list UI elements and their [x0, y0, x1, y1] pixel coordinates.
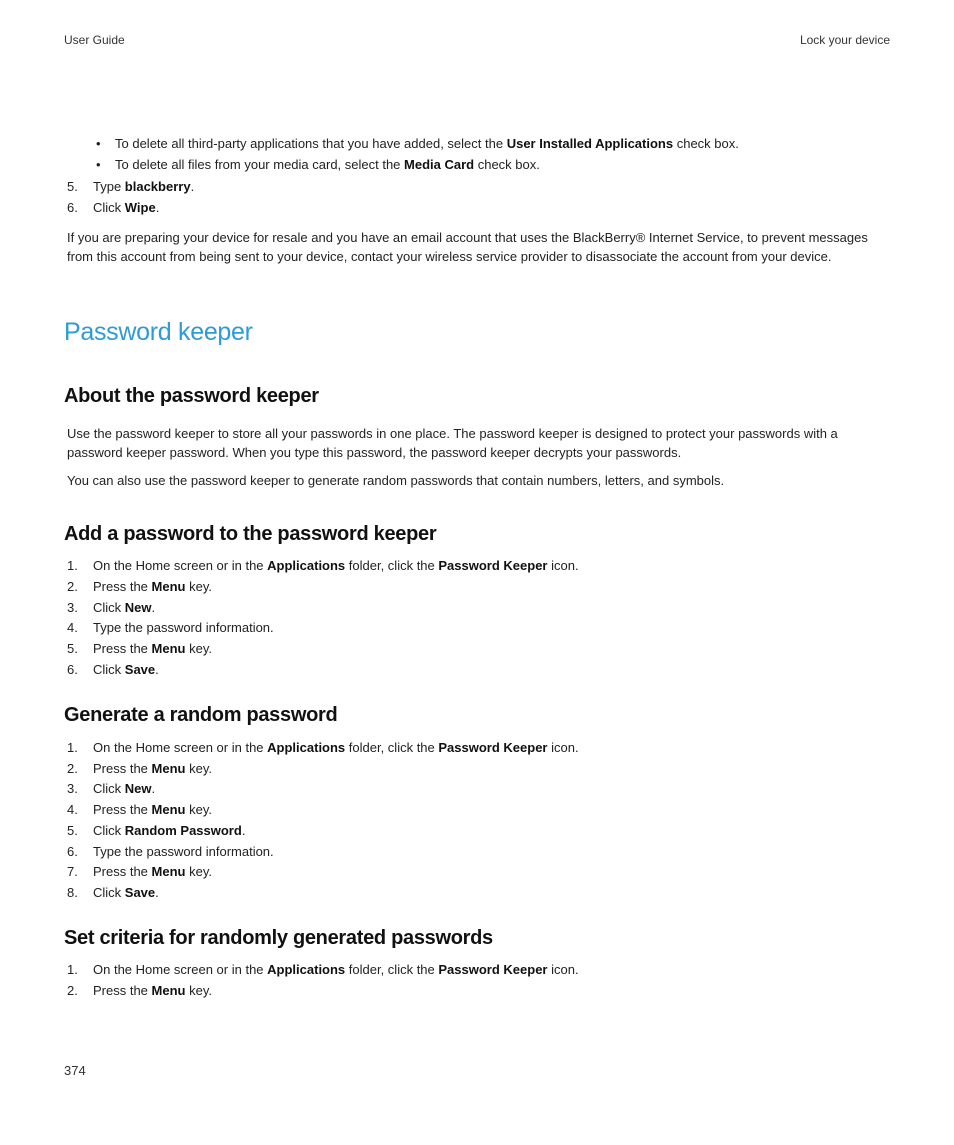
bullet-item — [96, 154, 540, 175]
step-bold: New — [124, 599, 152, 615]
step-text-end: key. — [185, 802, 212, 818]
step-number: 3. — [67, 599, 78, 615]
step-text-end: key. — [185, 760, 212, 776]
add-heading: Add a password to the password keeper — [64, 523, 437, 545]
section-title: Password keeper — [64, 318, 253, 346]
note-paragraph: If you are preparing your device for resale and you have an email account that uses the BlackBerry® Internet Service, to prevent messages from this account from being sent to your device, contact your wireless service provider to disassociate the account from your device. — [67, 230, 868, 264]
step-text: Click — [93, 662, 125, 677]
step-number: 5. — [67, 179, 78, 194]
step-text-mid: folder, click the — [345, 558, 439, 573]
step-text-mid: folder, click the — [345, 740, 439, 755]
bullet-text-end: check box. — [673, 136, 739, 151]
step-number: 7. — [67, 864, 78, 880]
step-text: Press the — [93, 578, 152, 594]
step-item — [67, 597, 155, 618]
step-bold-2: Password Keeper — [438, 740, 548, 755]
step-text: Type the password information. — [93, 620, 274, 636]
step-bold-2: Password Keeper — [438, 558, 548, 573]
step-text-end: . — [155, 884, 159, 900]
about-paragraph-1: Use the password keeper to store all your passwords in one place. The password keeper is designed to protect your passwords with a password keeper password. When you type this password, the password keeper decrypts your passwords. — [67, 426, 838, 460]
step-text-end: key. — [185, 578, 212, 594]
step-bold: Menu — [151, 864, 186, 880]
about-paragraph-2: You can also use the password keeper to generate random passwords that contain numbers, letters, and symbols. — [67, 473, 725, 488]
step-text-end: . — [151, 599, 156, 615]
running-header-right: Lock your device — [799, 33, 890, 47]
step-text: Click — [93, 884, 125, 900]
step-text-end: key. — [185, 864, 212, 880]
step-text: Click — [93, 781, 125, 797]
step-text: Type the password information. — [93, 843, 274, 859]
step-number: 5. — [67, 822, 78, 838]
step-bold: New — [124, 781, 152, 797]
step-number: 4. — [67, 802, 78, 818]
step-item — [67, 820, 245, 841]
bullet-text: To delete all files from your media card, select the — [115, 157, 405, 172]
step-number: 3. — [67, 781, 78, 797]
step-number: 6. — [67, 200, 78, 215]
step-item — [67, 799, 212, 820]
step-number: 6. — [67, 662, 78, 677]
step-number: 2. — [67, 760, 78, 776]
step-text: On the Home screen or in the — [93, 558, 268, 573]
step-number: 2. — [67, 983, 78, 998]
step-text-end: . — [190, 179, 195, 194]
step-bold: Applications — [267, 962, 346, 977]
step-bold: Wipe — [124, 200, 156, 215]
step-number: 5. — [67, 641, 78, 657]
step-bold: Menu — [151, 641, 186, 657]
step-item — [67, 555, 579, 576]
step-text-end: icon. — [547, 558, 579, 573]
step-number: 1. — [67, 558, 78, 573]
bullet-text: To delete all third-party applications that you have added, select the — [115, 136, 507, 151]
step-number: 2. — [67, 578, 78, 594]
step-item — [67, 638, 212, 659]
step-item — [67, 737, 579, 758]
step-text: Click — [93, 822, 125, 838]
bullet-dot: • — [96, 157, 101, 172]
page-number: 374 — [64, 1063, 86, 1078]
step-number: 8. — [67, 884, 78, 900]
step-text-end: key. — [185, 983, 212, 998]
step-item — [67, 778, 155, 799]
step-number: 6. — [67, 843, 78, 859]
step-bold: Menu — [151, 983, 186, 998]
step-item — [67, 882, 159, 903]
bullet-item — [96, 133, 739, 154]
step-item — [67, 841, 274, 862]
step-item — [67, 861, 212, 882]
step-bold: Applications — [267, 558, 346, 573]
step-item — [67, 576, 212, 597]
step-bold: Menu — [151, 802, 186, 818]
step-number: 1. — [67, 740, 78, 755]
step-text-end: key. — [185, 641, 212, 657]
step-bold: Random Password — [124, 822, 242, 838]
step-item — [67, 959, 579, 980]
step-text: Press the — [93, 983, 152, 998]
step-number: 1. — [67, 962, 78, 977]
step-item — [67, 197, 159, 218]
step-bold: Menu — [151, 578, 186, 594]
step-text-mid: folder, click the — [345, 962, 439, 977]
about-heading: About the password keeper — [64, 385, 319, 407]
bullet-text-end: check box. — [474, 157, 540, 172]
generate-heading: Generate a random password — [64, 704, 338, 726]
step-text: On the Home screen or in the — [93, 740, 268, 755]
step-text: Press the — [93, 802, 152, 818]
step-bold: blackberry — [124, 179, 191, 194]
step-item — [67, 659, 159, 680]
step-text-end: . — [155, 200, 160, 215]
step-text: Press the — [93, 641, 152, 657]
step-item — [67, 758, 212, 779]
step-bold-2: Password Keeper — [438, 962, 548, 977]
bullet-bold: Media Card — [404, 157, 475, 172]
step-text: Click — [93, 599, 125, 615]
step-text: Type — [93, 179, 125, 194]
criteria-heading: Set criteria for randomly generated passwords — [64, 927, 493, 949]
step-text: Press the — [93, 760, 152, 776]
step-number: 4. — [67, 620, 78, 636]
step-text-end: . — [241, 822, 246, 838]
running-header-left: User Guide — [64, 33, 125, 47]
step-text-end: . — [151, 781, 156, 797]
bullet-dot: • — [96, 136, 101, 151]
step-text: Press the — [93, 864, 152, 880]
step-item — [67, 176, 194, 197]
step-text: On the Home screen or in the — [93, 962, 268, 977]
step-bold: Menu — [151, 760, 186, 776]
step-text-end: icon. — [547, 962, 579, 977]
step-bold: Applications — [267, 740, 346, 755]
step-bold: Save — [124, 884, 156, 900]
step-text-end: . — [155, 662, 159, 677]
step-item — [67, 617, 274, 638]
step-bold: Save — [124, 662, 156, 677]
bullet-bold: User Installed Applications — [506, 136, 674, 151]
step-text-end: icon. — [547, 740, 579, 755]
step-item — [67, 980, 212, 1001]
step-text: Click — [93, 200, 125, 215]
